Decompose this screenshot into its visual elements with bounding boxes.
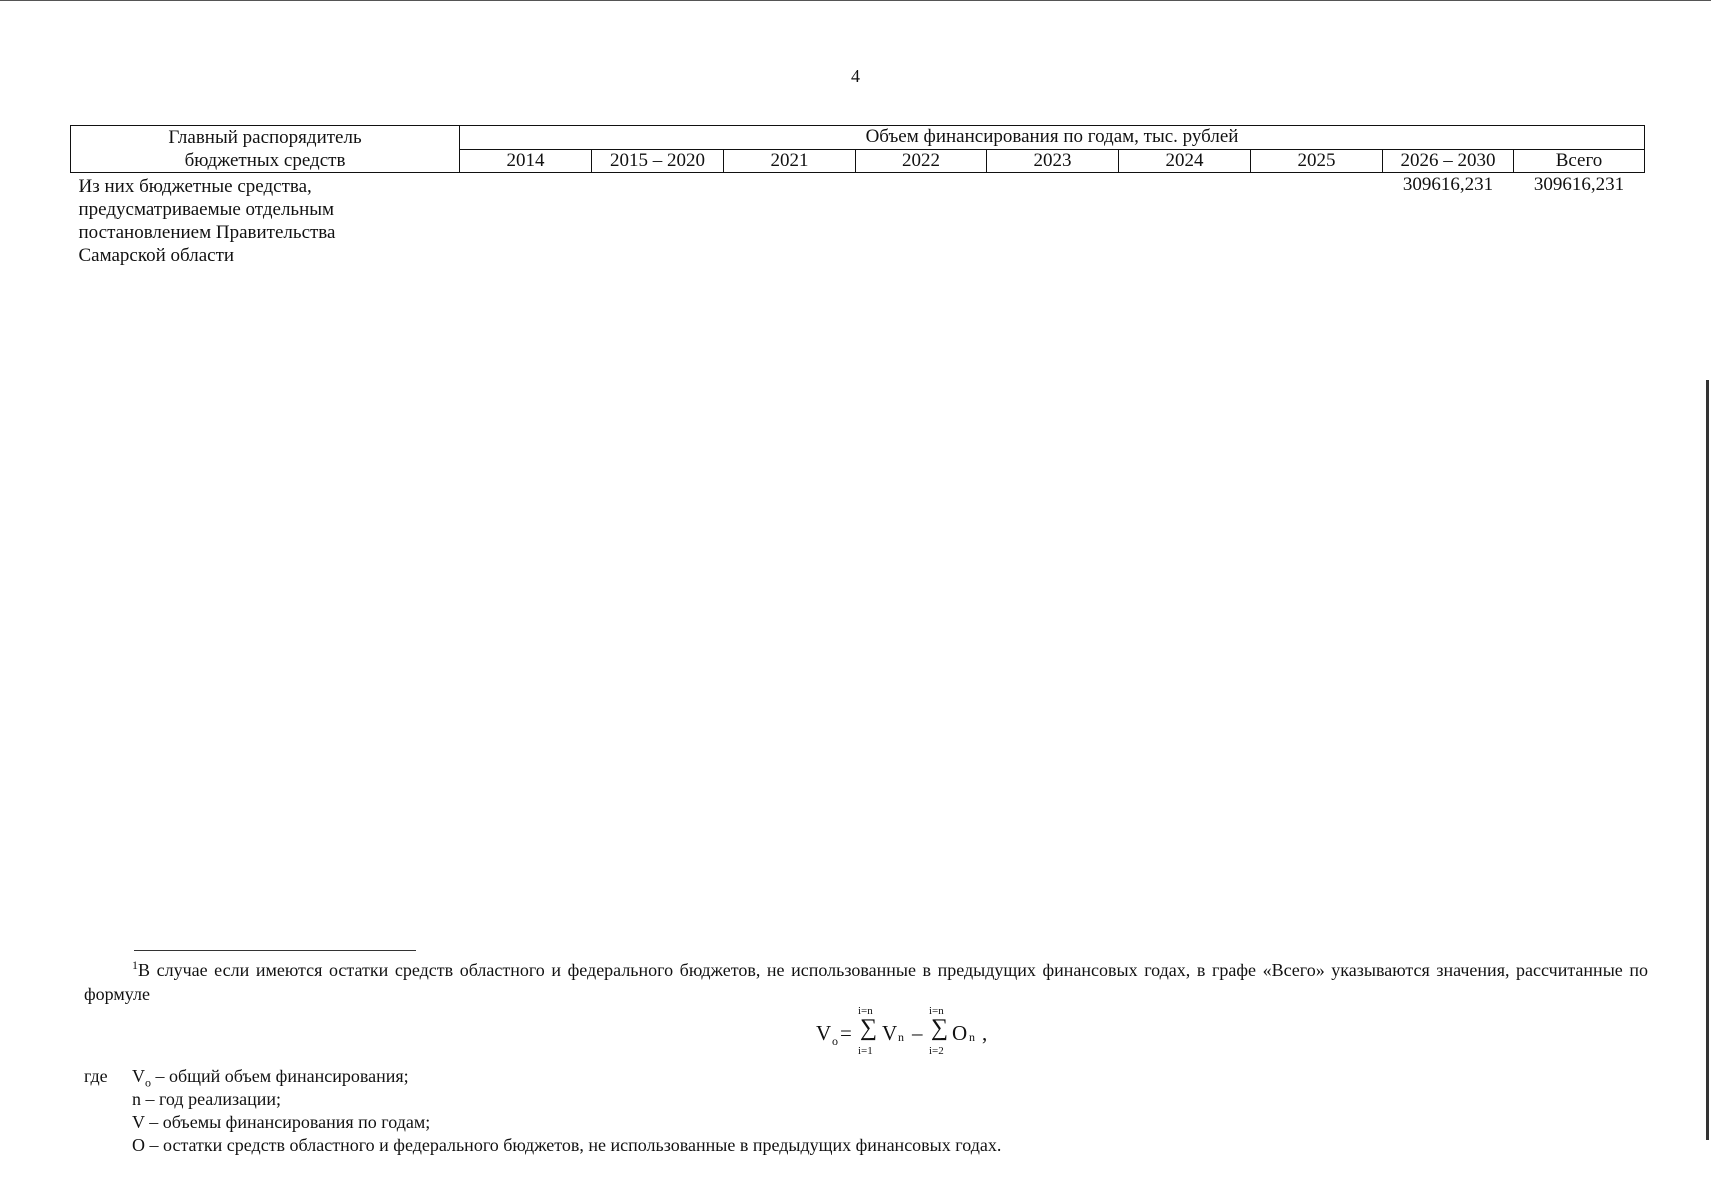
formula-term1-sub: n: [898, 1030, 904, 1044]
formula-lhs-sub: o: [832, 1034, 838, 1048]
sigma-icon: ∑: [931, 1015, 949, 1041]
definition-symbol: n: [132, 1089, 141, 1109]
formula-sum2-upper: i=n: [929, 1005, 944, 1017]
cell-2014: [460, 173, 592, 268]
cell-2025: [1251, 173, 1383, 268]
cell-2015-2020: [592, 173, 724, 268]
scan-right-edge: [1706, 380, 1709, 1140]
footnote-separator: [134, 950, 416, 951]
formula-sum2-lower: i=2: [929, 1045, 944, 1057]
financing-table: [70, 125, 1645, 267]
definition-text: – год реализации;: [141, 1089, 282, 1109]
row-label-line: Самарской области: [78, 245, 235, 266]
header-total: Всего: [1514, 149, 1645, 173]
cell-2021: [724, 173, 856, 268]
header-year-2024: 2024: [1119, 149, 1251, 173]
header-budget-holder-line2: бюджетных средств: [184, 150, 346, 171]
header-budget-holder: [71, 126, 460, 173]
row-label-line: предусматриваемые отдельным: [78, 199, 335, 220]
sigma-icon: ∑: [860, 1015, 878, 1041]
page-top-edge: [0, 0, 1711, 1]
header-year-2015-2020: 2015 – 2020: [592, 149, 724, 173]
footnote: [84, 958, 1648, 1006]
definition-symbol: V: [132, 1066, 145, 1086]
footnote-text: В случае если имеются остатки средств областного и федерального бюджетов, не использованные в предыдущих финансовых годах, в графе «Всего» указываются значения, рассчитанные по формуле: [84, 960, 1648, 1004]
formula-sum1-upper: i=n: [858, 1005, 873, 1017]
formula-equals: =: [840, 1021, 852, 1045]
header-year-2025: 2025: [1251, 149, 1383, 173]
formula-end: ,: [982, 1021, 988, 1045]
definition-symbol-sub: o: [145, 1075, 151, 1090]
row-label-line: постановлением Правительства: [78, 222, 336, 243]
header-year-2021: 2021: [724, 149, 856, 173]
definition-text: – объемы финансирования по годам;: [144, 1112, 431, 1132]
definition-text: – общий объем финансирования;: [151, 1066, 409, 1086]
header-budget-holder-line1: Главный распорядитель: [168, 127, 362, 148]
definition-symbol: O: [132, 1135, 145, 1155]
page-number: 4: [851, 66, 860, 86]
formula-term1: V: [882, 1021, 898, 1045]
definition-text: – остатки средств областного и федерального бюджетов, не использованные в предыдущих финансовых годах.: [145, 1135, 1002, 1155]
row-label-line: Из них бюджетные средства,: [78, 176, 312, 197]
formula-sum1-lower: i=1: [858, 1045, 873, 1057]
definition-symbol: V: [132, 1112, 145, 1132]
cell-2024: [1119, 173, 1251, 268]
cell-2026-2030: 309616,231: [1402, 174, 1494, 195]
cell-2022: [856, 173, 987, 268]
cell-total: 309616,231: [1533, 174, 1625, 195]
cell-2023: [987, 173, 1119, 268]
formula-lhs: V: [816, 1021, 832, 1045]
footnote-marker: 1: [132, 958, 138, 972]
formula-term2: O: [952, 1021, 968, 1045]
table-row: [71, 173, 1645, 268]
row-label: [71, 173, 460, 268]
header-financing-volume: Объем финансирования по годам, тыс. рублей: [460, 126, 1645, 150]
header-year-2014: 2014: [460, 149, 592, 173]
header-year-2022: 2022: [856, 149, 987, 173]
definitions-where: где: [84, 1066, 108, 1086]
formula-minus: –: [912, 1021, 923, 1045]
header-year-2026-2030: 2026 – 2030: [1383, 149, 1514, 173]
formula-term2-sub: n: [969, 1030, 975, 1044]
header-year-2023: 2023: [987, 149, 1119, 173]
